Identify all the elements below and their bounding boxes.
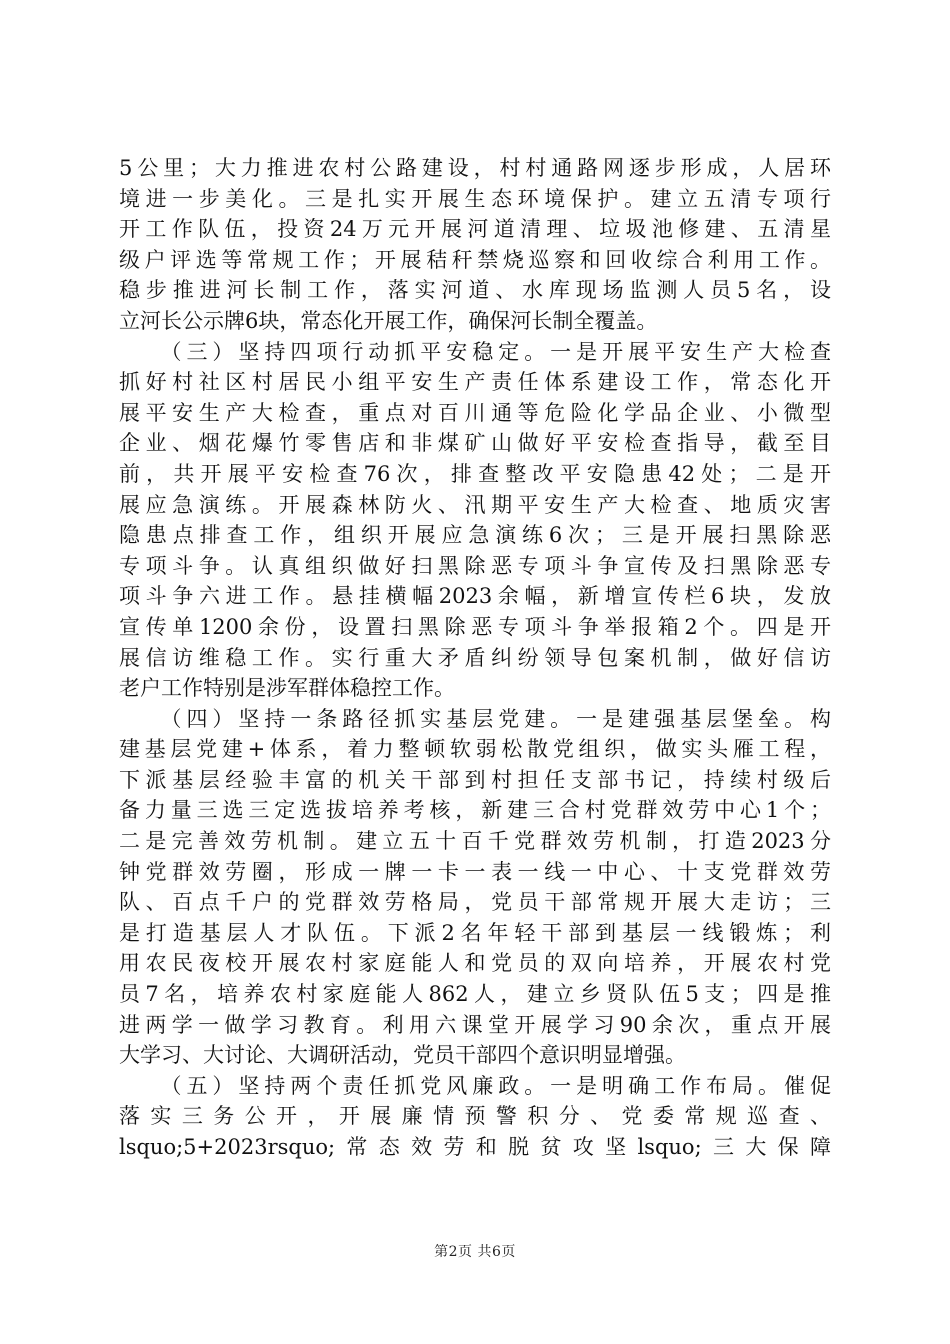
- body-line: 隐患点排查工作，组织开展应急演练6次；三是开展扫黑除恶: [119, 523, 831, 548]
- body-line: 钟党群效劳圈，形成一牌一卡一表一线一中心、十支党群效劳: [119, 859, 831, 884]
- body-line: 展应急演练。开展森林防火、汛期平安生产大检查、地质灾害: [119, 492, 831, 517]
- body-line: （四）坚持一条路径抓实基层党建。一是建强基层堡垒。构: [119, 706, 831, 731]
- page-footer: 第2页 共6页: [434, 1244, 516, 1260]
- body-line: 用农民夜校开展农村家庭能人和党员的双向培养，开展农村党: [119, 951, 831, 976]
- body-line: 备力量三选三定选拔培养考核，新建三合村党群效劳中心1个；: [119, 798, 831, 823]
- body-line: 展信访维稳工作。实行重大矛盾纠纷领导包案机制，做好信访: [119, 645, 831, 670]
- body-line: 展平安生产大检查，重点对百川通等危险化学品企业、小微型: [119, 400, 831, 425]
- body-line: 前，共开展平安检查76次，排查整改平安隐患42处；二是开: [119, 461, 831, 486]
- body-line: 开工作队伍，投资24万元开展河道清理、垃圾池修建、五清星: [119, 217, 831, 242]
- body-line: 专项斗争。认真组织做好扫黑除恶专项斗争宣传及扫黑除恶专: [119, 553, 831, 578]
- body-line: 企业、烟花爆竹零售店和非煤矿山做好平安检查指导，截至目: [119, 431, 831, 456]
- body-line: 稳步推进河长制工作，落实河道、水库现场监测人员5名，设: [119, 278, 831, 303]
- body-line: 大学习、大讨论、大调研活动，党员干部四个意识明显增强。: [119, 1043, 686, 1068]
- body-line: 老户工作特别是涉军群体稳控工作。: [119, 676, 455, 701]
- body-line: 队、百点千户的党群效劳格局，党员干部常规开展大走访；三: [119, 890, 831, 915]
- body-line: lsquo;5+2023rsquo;常态效劳和脱贫攻坚lsquo;三大保障: [119, 1135, 831, 1159]
- body-line: 抓好村社区村居民小组平安生产责任体系建设工作，常态化开: [119, 370, 831, 395]
- body-line: 落实三务公开，开展廉情预警积分、党委常规巡查、: [119, 1104, 831, 1129]
- body-line: 是打造基层人才队伍。下派2名年轻干部到基层一线锻炼；利: [119, 920, 831, 945]
- body-line: 项斗争六进工作。悬挂横幅2023余幅，新增宣传栏6块，发放: [119, 584, 831, 609]
- body-line: 建基层党建+体系，着力整顿软弱松散党组织，做实头雁工程，: [119, 737, 831, 762]
- body-line: （三）坚持四项行动抓平安稳定。一是开展平安生产大检查: [119, 339, 831, 364]
- body-line: 宣传单1200余份，设置扫黑除恶专项斗争举报箱2个。四是开: [119, 614, 831, 639]
- body-line: 5公里；大力推进农村公路建设，村村通路网逐步形成，人居环: [119, 156, 831, 180]
- body-line: （五）坚持两个责任抓党风廉政。一是明确工作布局。催促: [119, 1073, 831, 1098]
- document-body: [119, 153, 831, 1163]
- body-line: 立河长公示牌6块，常态化开展工作，确保河长制全覆盖。: [119, 308, 658, 333]
- body-line: 二是完善效劳机制。建立五十百千党群效劳机制，打造2023分: [119, 829, 831, 854]
- body-line: 境进一步美化。三是扎实开展生态环境保护。建立五清专项行: [119, 186, 831, 211]
- body-line: 员7名，培养农村家庭能人862人，建立乡贤队伍5支；四是推: [119, 982, 831, 1007]
- body-line: 级户评选等常规工作；开展秸秆禁烧巡察和回收综合利用工作。: [119, 247, 831, 272]
- body-line: 下派基层经验丰富的机关干部到村担任支部书记，持续村级后: [119, 767, 831, 792]
- body-line: 进两学一做学习教育。利用六课堂开展学习90余次，重点开展: [119, 1012, 831, 1037]
